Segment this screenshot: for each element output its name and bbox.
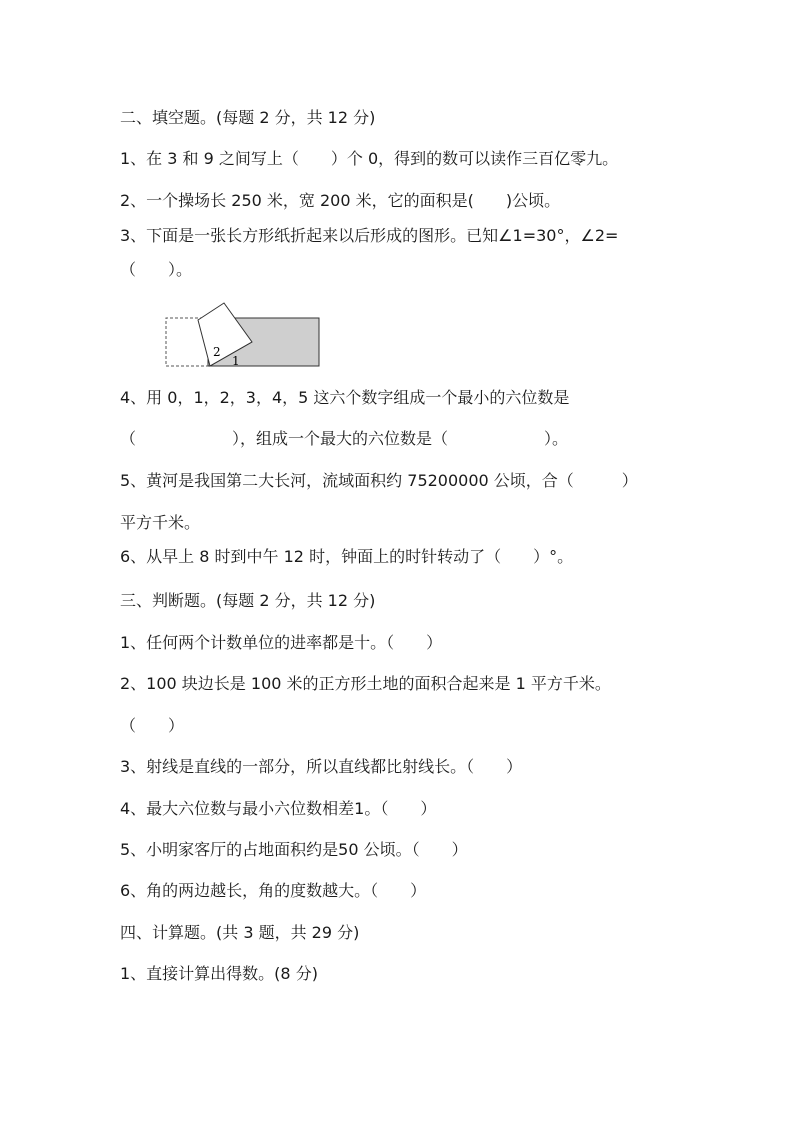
- question-3-1: 1、任何两个计数单位的进率都是十。（ ）: [120, 633, 443, 652]
- question-3-4: 4、最大六位数与最小六位数相差1。（ ）: [120, 799, 437, 818]
- folded-paper-figure: [160, 302, 325, 372]
- question-2-4-line2: （ ），组成一个最大的六位数是（ ）。: [120, 429, 569, 448]
- section-3-heading: 三、判断题。(每题 2 分，共 12 分): [120, 591, 376, 610]
- question-3-6: 6、角的两边越长，角的度数越大。（ ）: [120, 881, 427, 900]
- angle-label-2: 2: [213, 345, 221, 359]
- section-4-heading: 四、计算题。(共 3 题，共 29 分): [120, 923, 360, 942]
- question-2-5-line2: 平方千米。: [120, 513, 201, 532]
- angle-label-1: 1: [232, 354, 240, 368]
- question-2-1: 1、在 3 和 9 之间写上（ ）个 0，得到的数可以读作三百亿零九。: [120, 149, 619, 168]
- question-2-3-line1: 3、下面是一张长方形纸折起来以后形成的图形。已知∠1=30°，∠2=: [120, 226, 619, 245]
- question-4-1: 1、直接计算出得数。(8 分): [120, 964, 318, 983]
- section-2-heading: 二、填空题。(每题 2 分，共 12 分): [120, 108, 376, 127]
- question-2-4-line1: 4、用 0，1，2，3，4，5 这六个数字组成一个最小的六位数是: [120, 388, 570, 407]
- question-2-3-line2: （ ）。: [120, 260, 193, 279]
- question-2-2: 2、一个操场长 250 米，宽 200 米，它的面积是( )公顷。: [120, 191, 561, 210]
- question-3-2-line2: （ ）: [120, 716, 185, 735]
- question-3-3: 3、射线是直线的一部分，所以直线都比射线长。（ ）: [120, 757, 523, 776]
- question-2-5-line1: 5、黄河是我国第二大长河，流域面积约 75200000 公顷，合（ ）: [120, 471, 638, 490]
- question-3-5: 5、小明家客厅的占地面积约是50 公顷。（ ）: [120, 840, 468, 859]
- question-3-2-line1: 2、100 块边长是 100 米的正方形土地的面积合起来是 1 平方千米。: [120, 674, 611, 693]
- question-2-6: 6、从早上 8 时到中午 12 时，钟面上的时针转动了（ ）°。: [120, 547, 574, 566]
